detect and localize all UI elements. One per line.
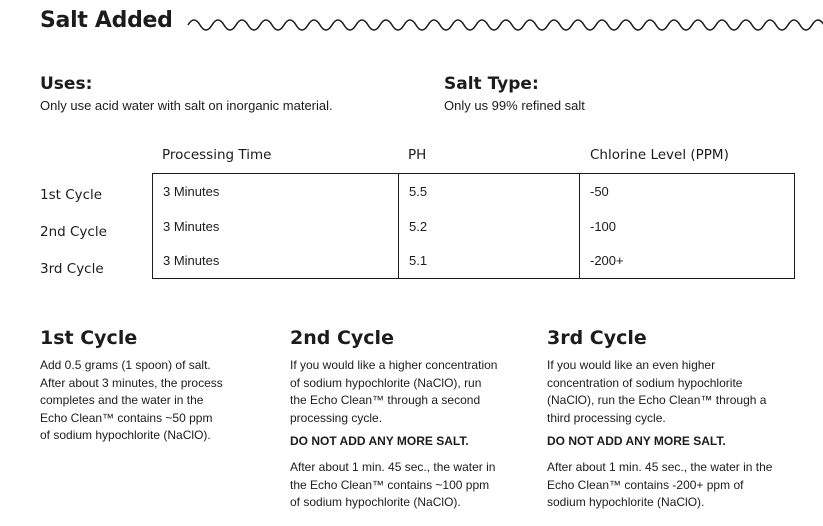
table-cell: 5.2	[399, 209, 580, 244]
table-cell: 5.1	[399, 244, 580, 279]
column-header-ph: PH	[408, 147, 427, 163]
table-row	[153, 244, 795, 279]
cycle-2-warning: DO NOT ADD ANY MORE SALT.	[290, 434, 469, 448]
cycle-3-after: After about 1 min. 45 sec., the water in the Echo Clean™ contains -200+ ppm of sodium hypochlorite (NaClO).	[547, 460, 773, 509]
wavy-divider	[186, 12, 823, 38]
table-cell: 3 Minutes	[163, 183, 220, 199]
row-label-3rd-cycle: 3rd Cycle	[40, 261, 104, 277]
table-cell: 5.5	[399, 174, 580, 209]
cycle-2-title: 2nd Cycle	[290, 327, 394, 349]
table-cell: 3 Minutes	[163, 218, 220, 234]
table-row	[153, 174, 795, 209]
cycle-1-body: Add 0.5 grams (1 spoon) of salt. After about 3 minutes, the process completes and the water in the Echo Clean™ contains ~50 ppm of sodium hypochlorite (NaClO).	[40, 358, 223, 442]
table-cell: -100	[580, 209, 795, 244]
row-label-2nd-cycle: 2nd Cycle	[40, 224, 107, 240]
salt-type-text: Only us 99% refined salt	[444, 98, 585, 113]
cycle-table	[152, 173, 795, 279]
table-cell: -200+	[580, 244, 795, 279]
row-label-1st-cycle: 1st Cycle	[40, 187, 103, 203]
table-cell: 3 Minutes	[163, 253, 220, 269]
uses-heading: Uses:	[40, 74, 93, 94]
cycle-2-after: After about 1 min. 45 sec., the water in the Echo Clean™ contains ~100 ppm of sodium hypochlorite (NaClO).	[290, 460, 496, 509]
page-title: Salt Added	[40, 8, 173, 33]
cycle-3-warning: DO NOT ADD ANY MORE SALT.	[547, 434, 726, 448]
table-cell: -50	[580, 174, 795, 209]
uses-text: Only use acid water with salt on inorganic material.	[40, 98, 333, 113]
cycle-2-body: If you would like a higher concentration of sodium hypochlorite (NaClO), run the Echo Clean™ through a second processing cycle.	[290, 358, 498, 425]
column-header-chlorine-level: Chlorine Level (PPM)	[590, 147, 729, 163]
cycle-3-title: 3rd Cycle	[547, 327, 647, 349]
cycle-3-body: If you would like an even higher concentration of sodium hypochlorite (NaClO), run the Echo Clean™ through a third processing cycle.	[547, 358, 767, 425]
column-header-processing-time: Processing Time	[162, 147, 272, 163]
cycle-1-title: 1st Cycle	[40, 327, 138, 349]
table-row	[153, 209, 795, 244]
salt-type-heading: Salt Type:	[444, 74, 539, 94]
